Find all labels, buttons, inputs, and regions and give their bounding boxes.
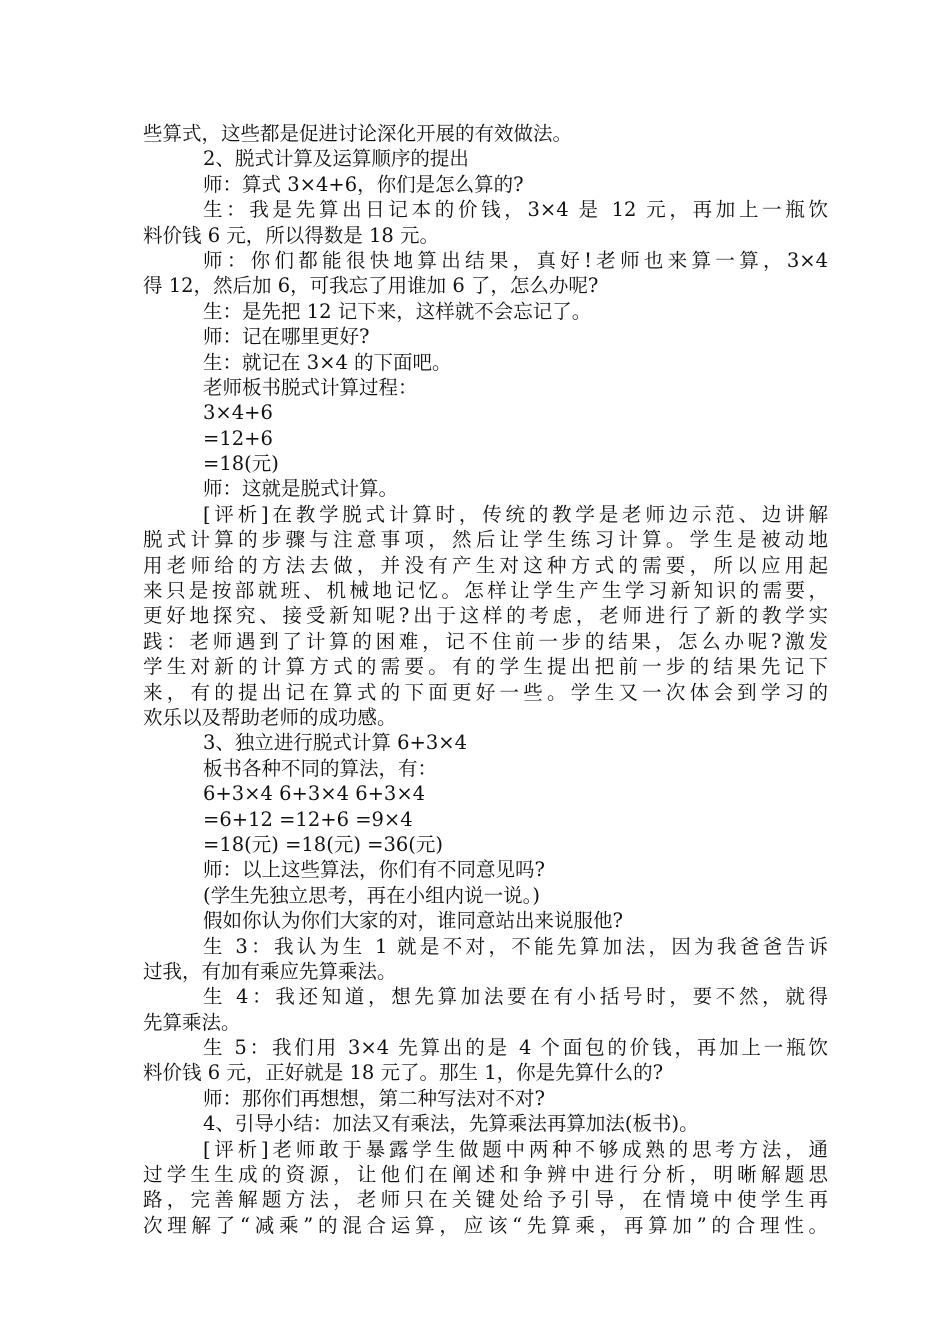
text-line: 学生对新的计算方式的需要。有的学生提出把前一步的结果先记下	[143, 655, 828, 679]
text-line: 生：就记在 3×4 的下面吧。	[203, 350, 452, 374]
text-line: 生 5：我们用 3×4 先算出的是 4 个面包的价钱，再加上一瓶饮	[203, 1036, 828, 1060]
text-line: 师：以上这些算法，你们有不同意见吗?	[203, 858, 545, 882]
text-line: 路，完善解题方法，老师只在关键处给予引导，在情境中使学生再	[143, 1188, 828, 1212]
text-line: 生：我是先算出日记本的价钱，3×4 是 12 元，再加上一瓶饮	[203, 198, 828, 222]
text-line: 用老师给的方法去做，并没有产生对这种方式的需要，所以应用起	[143, 553, 828, 577]
text-line: 生 4：我还知道，想先算加法要在有小括号时，要不然，就得	[203, 985, 828, 1009]
paragraph	[143, 934, 828, 985]
text-line: 6+3×4 6+3×4 6+3×4	[203, 782, 426, 806]
paragraph	[143, 1111, 828, 1136]
text-line: 师：这就是脱式计算。	[203, 477, 399, 501]
paragraph	[143, 400, 828, 425]
paragraph	[143, 908, 828, 933]
paragraph	[143, 375, 828, 400]
text-line: 过我，有加有乘应先算乘法。	[143, 959, 397, 983]
text-line: 欢乐以及帮助老师的成功感。	[143, 705, 397, 729]
text-line: 师：算式 3×4+6，你们是怎么算的?	[203, 172, 524, 196]
paragraph	[143, 172, 828, 197]
text-line: 老师板书脱式计算过程：	[203, 375, 418, 399]
text-line: =18(元)	[203, 452, 279, 476]
text-line: 得 12，然后加 6，可我忘了用谁加 6 了，怎么办呢?	[143, 274, 599, 298]
text-line: 板书各种不同的算法，有：	[203, 756, 438, 780]
text-line: 4、引导小结：加法又有乘法，先算乘法再算加法(板书)。	[203, 1112, 699, 1136]
text-line: =18(元) =18(元) =36(元)	[203, 832, 443, 856]
text-line: 料价钱 6 元，正好就是 18 元了。那生 1，你是先算什么的?	[143, 1061, 664, 1085]
text-line: 践：老师遇到了计算的困难，记不住前一步的结果，怎么办呢?激发	[143, 629, 828, 653]
text-line: 更好地探究、接受新知呢?出于这样的考虑，老师进行了新的教学实	[143, 604, 828, 628]
text-line: 过学生生成的资源，让他们在阐述和争辨中进行分析，明晰解题思	[143, 1163, 828, 1187]
paragraph	[143, 832, 828, 857]
text-line: 些算式，这些都是促进讨论深化开展的有效做法。	[143, 122, 573, 145]
paragraph	[143, 502, 828, 731]
text-line: 假如你认为你们大家的对，谁同意站出来说服他?	[203, 909, 623, 933]
text-line: 料价钱 6 元，所以得数是 18 元。	[143, 223, 440, 247]
text-line: 生：是先把 12 记下来，这样就不会忘记了。	[203, 299, 592, 323]
text-line: =12+6	[203, 426, 273, 450]
text-line: [评析]老师敢于暴露学生做题中两种不够成熟的思考方法，通	[203, 1137, 828, 1161]
paragraph	[143, 476, 828, 501]
text-line: 脱式计算的步骤与注意事项，然后让学生练习计算。学生是被动地	[143, 528, 828, 552]
text-line: 2、脱式计算及运算顺序的提出	[203, 147, 469, 171]
paragraph	[143, 299, 828, 324]
paragraph	[143, 451, 828, 476]
text-line: 3×4+6	[203, 401, 273, 425]
paragraph	[143, 350, 828, 375]
paragraph	[143, 730, 828, 755]
text-line: 来只是按部就班、机械地记忆。怎样让学生产生学习新知识的需要，	[143, 579, 828, 603]
paragraph	[143, 984, 828, 1035]
paragraph	[143, 426, 828, 451]
text-line: 师：你们都能很快地算出结果，真好!老师也来算一算，3×4	[203, 248, 828, 272]
paragraph	[143, 756, 828, 781]
paragraph	[143, 1086, 828, 1111]
paragraph	[143, 248, 828, 299]
paragraph	[143, 1035, 828, 1086]
text-line: 师：记在哪里更好?	[203, 325, 370, 349]
paragraph	[143, 197, 828, 248]
paragraph	[143, 324, 828, 349]
text-line: =6+12 =12+6 =9×4	[203, 807, 413, 831]
paragraph	[143, 121, 828, 146]
text-line: 次理解了“减乘”的混合运算，应该“先算乘，再算加”的合理性。	[143, 1213, 828, 1237]
text-line: [评析]在教学脱式计算时，传统的教学是老师边示范、边讲解	[203, 502, 828, 526]
text-line: 生 3：我认为生 1 就是不对，不能先算加法，因为我爸爸告诉	[203, 934, 828, 958]
text-line: 3、独立进行脱式计算 6+3×4	[203, 731, 468, 755]
document-page	[143, 121, 828, 1238]
paragraph	[143, 883, 828, 908]
text-line: 来，有的提出记在算式的下面更好一些。学生又一次体会到学习的	[143, 680, 828, 704]
text-line: 师：那你们再想想，第二种写法对不对?	[203, 1086, 545, 1110]
text-line: (学生先独立思考，再在小组内说一说。)	[203, 883, 540, 907]
paragraph	[143, 146, 828, 171]
paragraph	[143, 857, 828, 882]
paragraph	[143, 807, 828, 832]
paragraph	[143, 1137, 828, 1239]
paragraph	[143, 781, 828, 806]
text-line: 先算乘法。	[143, 1010, 241, 1034]
